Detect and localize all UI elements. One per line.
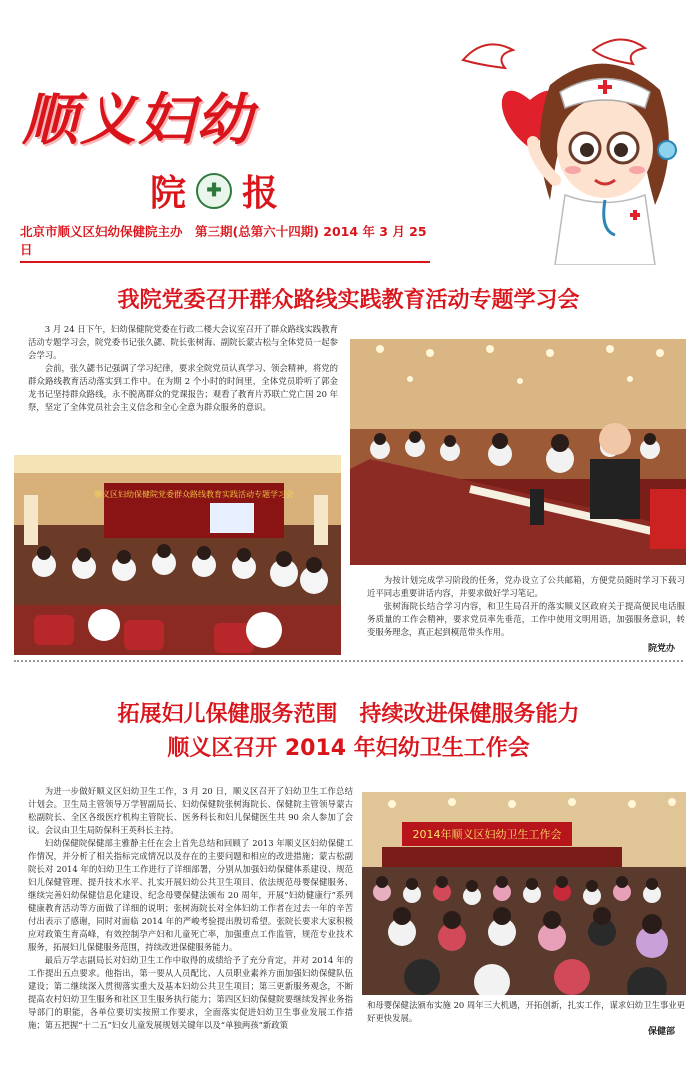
- banner-text: 顺义区妇幼保健院党委群众路线教育实践活动专题学习会: [94, 490, 294, 499]
- article2-paragraph: 最后万学志副局长对妇幼卫生工作中取得的成绩给予了充分肯定，并对 2014 年的工作提出五点要求。他指出，第一要从人员配比、人员职业素养方面加强妇幼保健队伍建设；第二继续深入贯彻落实重大及基本妇幼公共卫生项目；第三更新服务观念，不断提高农村妇幼卫生服务和社区卫生服务执行能力；第四区妇幼保健院要继续发挥业务指导部门的职能，各单位要切实按照工作要求，全面落实促进妇幼卫生事业发展工作措施；第五把握“十二五”妇女儿童发展规划关键年以及“单独两孩”新政策: [28, 955, 353, 1030]
- article1-text-left: [28, 323, 338, 414]
- meeting-photo-right: [350, 339, 686, 565]
- masthead-subtitle: [150, 165, 278, 216]
- issue-line: 北京市顺义区妇幼保健院主办 第三期(总第六十四期) 2014 年 3 月 25 日: [20, 222, 430, 263]
- article2-headline-line1: 拓展妇儿保健服务范围 持续改进保健服务能力: [117, 702, 580, 727]
- article1-paragraph: 会前，张久勰书记强调了学习纪律，要求全院党员认真学习、领会精神，将党的群众路线教育活动落实到工作中。在为期 2 个小时的时间里，全体党员聆听了郭金龙书记坚持群众路线，永不脱离群众的党课报告；观看了教育片苏联亡党亡国 20 年祭，坚定了全体党员社会主义信念和全心全意为群众服务的意识。: [28, 363, 338, 412]
- section-divider: [14, 660, 683, 662]
- article1-paragraph: 张树海院长结合学习内容，和卫生局召开的落实顺义区政府关于提高便民电话服务质量的工作会精神，要求党员率先垂范，工作中使用文明用语，加强服务意识，转变服务理念，真正起到模范带头作用。: [367, 601, 685, 637]
- article2-paragraph: 为进一步做好顺义区妇幼卫生工作，3 月 20 日，顺义区召开了妇幼卫生工作总结计划会。卫生局主管领导万学智副局长、妇幼保健院张树海院长、保健院主管领导蒙古松副院长、全区各级医疗机构主管院长、医务科长和妇儿保健医生共 90 余人参加了会议。会议由卫生局防保科王英科长主持。: [28, 786, 353, 835]
- masthead-title: 顺义妇幼: [22, 88, 254, 153]
- article2-paragraph: 妇幼保健院保健部主雅静主任在会上首先总结和回顾了 2013 年顺义区妇幼保健工作情况，并分析了相关指标完成情况以及存在的主要问题和相应的改进措施；蒙古松副院长对 2014 年的妇幼卫生工作进行了详细部署，分别从加强妇幼保健体系建设、规范妇儿保健管理、提升技术水平、扎实开展妇幼公共卫生项目、依法规范母婴保健服务、继续完善妇幼保健信息化建设、纪念母婴保健法颁布 20 周年，开展“妇幼健康行”系列健康教育活动等方面做了详细的说明；张树海院长对全体妇幼工作者在过去一年的辛苦付出表示了感谢，同时对面临 2014 年的严峻考验提出殷切希望。张院长要求大家积极应对政策生育高峰，有效控制孕产妇和儿童死亡率，加强重点工作监管，规范专业技术服务，拓展妇儿保健服务范围，持续改进保健服务能力。: [28, 838, 353, 952]
- subtitle-left: 院: [150, 172, 187, 214]
- article1-paragraph: 3 月 24 日下午，妇幼保健院党委在行政二楼大会议室召开了群众路线实践教育活动专题学习会，院党委书记张久勰、院长张树海、副院长蒙古松与全体党员一起参会学习。: [28, 324, 338, 360]
- hospital-seal-icon: ✚: [196, 173, 232, 209]
- article1-text-right: [367, 574, 685, 639]
- conference-photo: [362, 792, 686, 995]
- article1-byline: 院党办: [648, 644, 676, 654]
- article1-paragraph: 为按计划完成学习阶段的任务，党办设立了公共邮箱，方便党员随时学习下载习近平同志重要讲话内容，并要求做好学习笔记。: [367, 575, 685, 598]
- article2-text-left: [28, 785, 353, 1032]
- article1-headline: 我院党委召开群众路线实践教育活动专题学习会: [117, 288, 580, 313]
- conference-banner-text: 2014年顺义区妇幼卫生工作会: [412, 828, 562, 841]
- article2-text-right: [367, 999, 685, 1025]
- subtitle-right: 报: [242, 172, 279, 214]
- nurse-mascot-illustration: [455, 30, 687, 265]
- meeting-photo-left: [14, 455, 341, 655]
- article2-paragraph: 和母婴保健法颁布实施 20 周年三大机遇，开拓创新，扎实工作，谋求妇幼卫生事业更好更快发展。: [367, 1000, 685, 1023]
- article2-byline: 保健部: [648, 1027, 676, 1037]
- article2-headline-line2: 顺义区召开 2014 年妇幼卫生工作会: [167, 736, 530, 761]
